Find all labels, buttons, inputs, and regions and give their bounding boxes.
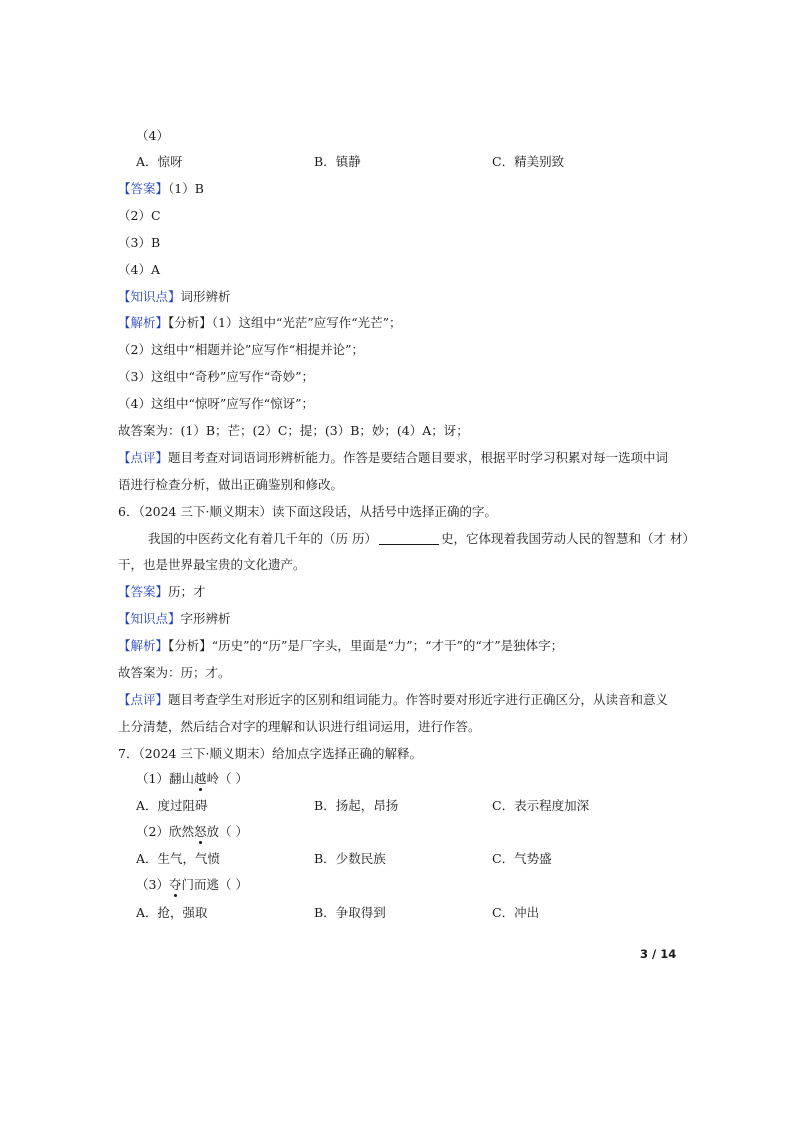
- analysis-line: 【解析】【分析】“历史”的“历”是厂字头，里面是“力”；“才干”的“才”是独体字；: [118, 638, 564, 653]
- page-number: 3 / 14: [640, 947, 677, 961]
- analysis-line: （3）这组中“奇秒”应写作“奇妙”；: [118, 369, 315, 384]
- dotted-char: 夺: [168, 877, 182, 892]
- question-7-item-2: （2）欣然怒放（ ）: [136, 824, 248, 839]
- option-c: C．气势盛: [492, 851, 552, 866]
- question-7-item-3: （3）夺门而逃（ ）: [136, 877, 248, 892]
- option-c: C．表示程度加深: [492, 798, 590, 813]
- analysis-tag: 【解析】: [118, 638, 169, 653]
- answer-tag: 【答案】: [118, 584, 169, 599]
- option-a: A．度过阻碍: [136, 798, 208, 813]
- question-6-passage-cont: 干，也是世界最宝贵的文化遗产。: [118, 557, 306, 572]
- comment-line: 上分清楚，然后结合对字的理解和认识进行组词运用，进行作答。: [118, 719, 481, 734]
- analysis-line: （2）这组中“相题并论”应写作“相提并论”；: [118, 342, 365, 357]
- option-b: B．少数民族: [314, 851, 386, 866]
- answer-line: （2）C: [118, 208, 161, 223]
- answer-line: （4）A: [118, 262, 160, 277]
- knowledge-point-tag: 【知识点】: [118, 289, 181, 304]
- option-b: B．镇静: [314, 154, 361, 169]
- option-b: B．争取得到: [314, 905, 386, 920]
- analysis-line: （4）这组中“惊呀”应写作“惊讶”；: [118, 396, 315, 411]
- question-6-passage: 我国的中医药文化有着几千年的（历 历） 史，它体现着我国劳动人民的智慧和（才 材）: [148, 531, 695, 546]
- dotted-char: 越: [193, 771, 207, 786]
- answer-line: （3）B: [118, 235, 161, 250]
- analysis-tag: 【解析】: [118, 315, 169, 330]
- comment-tag: 【点评】: [118, 450, 169, 465]
- option-b: B．扬起，昂扬: [314, 798, 399, 813]
- option-c: C．冲出: [492, 905, 540, 920]
- conclusion-line: 故答案为：历；才。: [118, 665, 231, 680]
- knowledge-point-tag: 【知识点】: [118, 611, 181, 626]
- knowledge-point: 【知识点】字形辨析: [118, 611, 231, 626]
- option-a: A．抢，强取: [136, 905, 208, 920]
- comment-line: 【点评】题目考查学生对形近字的区别和组词能力。作答时要对形近字进行正确区分，从读音和意义: [118, 692, 669, 707]
- option-a: A．惊呀: [136, 154, 183, 169]
- comment-tag: 【点评】: [118, 692, 169, 707]
- option-c: C．精美别致: [492, 154, 565, 169]
- answer-line: 【答案】（1）B: [118, 181, 204, 196]
- comment-line: 语进行检查分析，做出正确鉴别和修改。: [118, 477, 344, 492]
- dotted-char: 怒: [193, 824, 207, 839]
- knowledge-point: 【知识点】词形辨析: [118, 289, 231, 304]
- analysis-line: 【解析】【分析】（1）这组中“光茫”应写作“光芒”；: [118, 315, 402, 330]
- conclusion-line: 故答案为：(1）B；芒；(2）C；提；(3）B；妙；(4）A；讶；: [118, 423, 469, 438]
- comment-line: 【点评】题目考查对词语词形辨析能力。作答是要结合题目要求，根据平时学习积累对每一选项中词: [118, 450, 669, 465]
- question-7-item-1: （1）翻山越岭（ ）: [136, 771, 248, 786]
- option-a: A．生气，气愤: [136, 851, 221, 866]
- question-7-stem: 7．（2024 三下·顺义期末）给加点字选择正确的解释。: [118, 746, 422, 761]
- sub-question-4: （4）: [136, 128, 169, 143]
- answer-tag: 【答案】: [118, 181, 169, 196]
- answer-line: 【答案】历；才: [118, 584, 206, 599]
- question-6-stem: 6．（2024 三下·顺义期末）读下面这段话，从括号中选择正确的字。: [118, 504, 497, 519]
- answer-blank[interactable]: [379, 531, 439, 545]
